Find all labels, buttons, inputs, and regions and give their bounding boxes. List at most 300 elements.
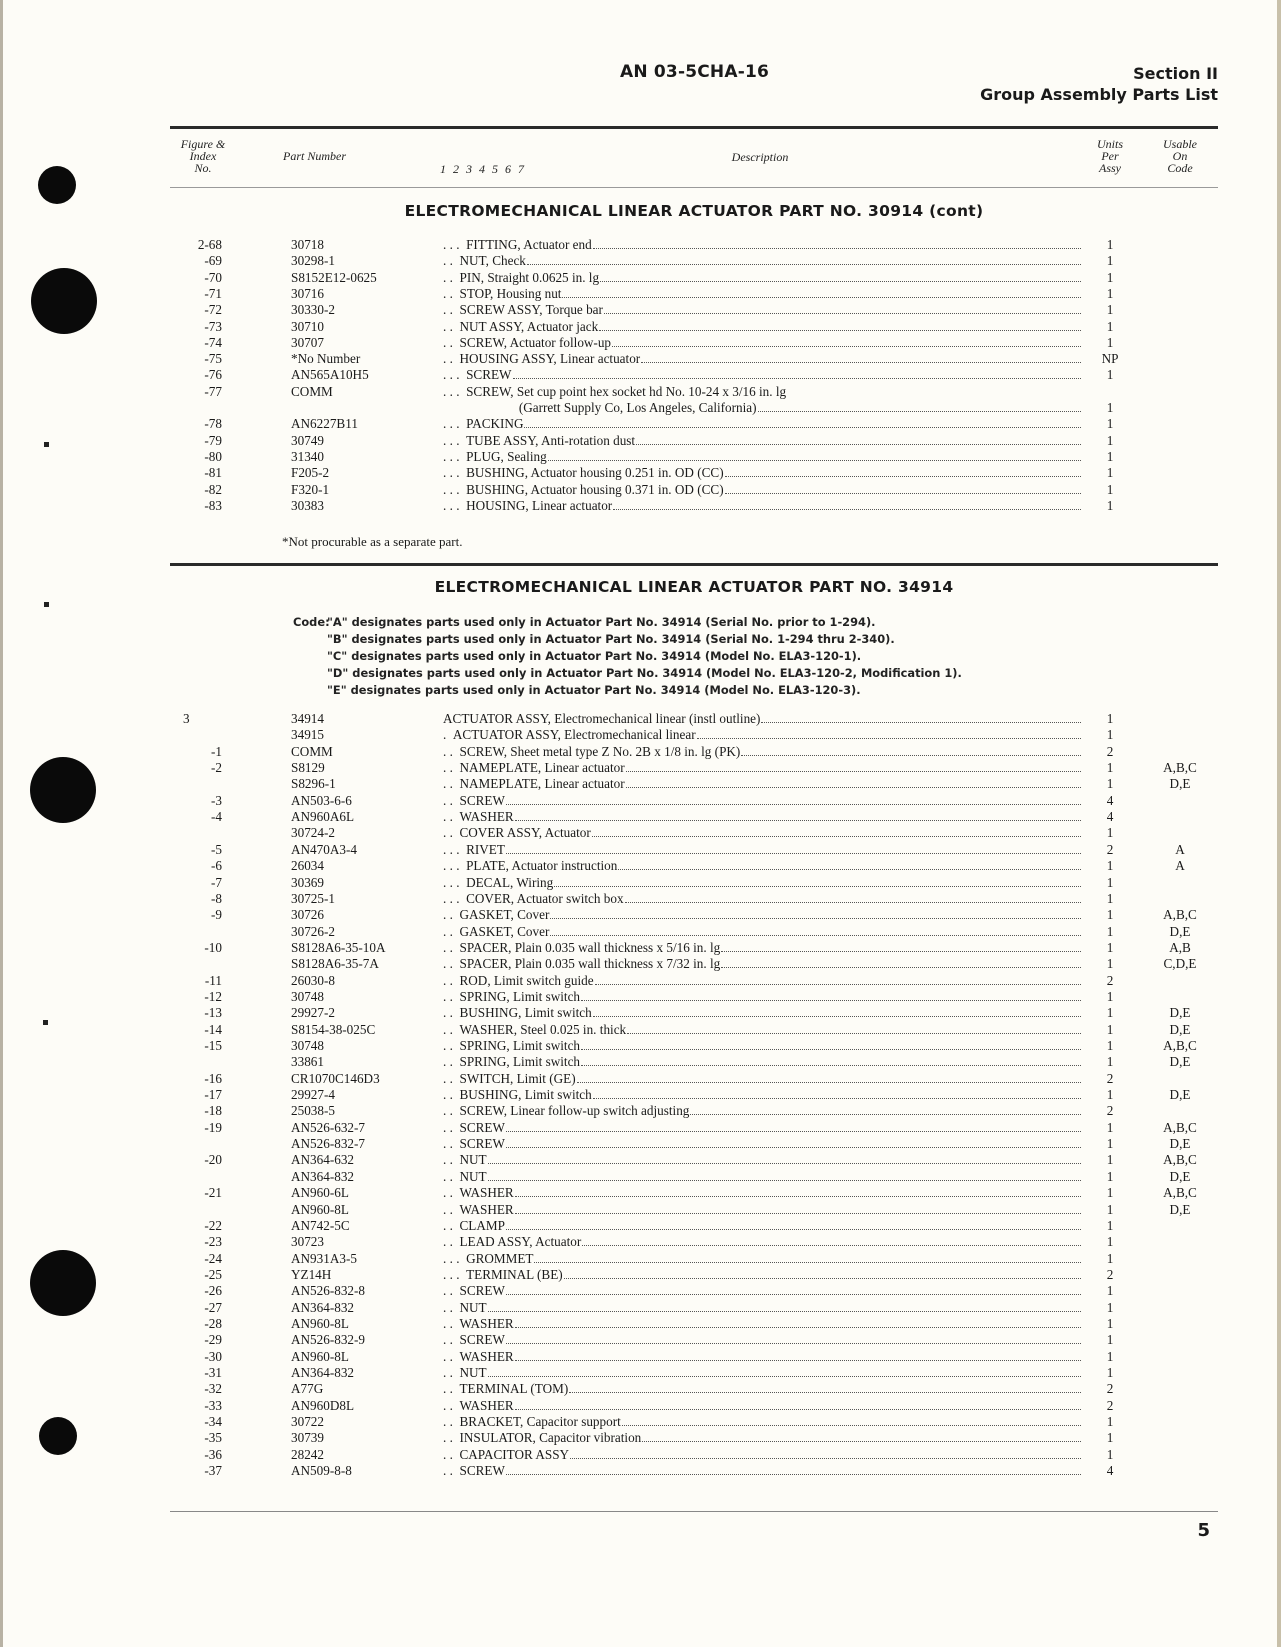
- indent-dots: . .: [443, 776, 460, 792]
- table-row: [0, 890, 1281, 907]
- description-text: TERMINAL (TOM): [459, 1381, 569, 1397]
- units-per-assy: 1: [1106, 465, 1114, 481]
- figure-index: -35: [204, 1430, 222, 1446]
- table-row: [0, 269, 1281, 286]
- description-text: CAPACITOR ASSY: [459, 1446, 570, 1462]
- figure-index: -18: [204, 1103, 222, 1119]
- column-header-rule: [170, 187, 1218, 188]
- part-number: 26030-8: [291, 972, 335, 988]
- code-label: Code:: [293, 615, 330, 629]
- description-text: NUT: [459, 1152, 487, 1168]
- description: [443, 841, 1083, 858]
- figure-index: -26: [204, 1283, 222, 1299]
- dot-leader: [515, 1201, 1081, 1214]
- description: [443, 1397, 1083, 1414]
- table-row: [0, 1135, 1281, 1152]
- description: [443, 1119, 1083, 1136]
- figure-index: -7: [211, 874, 222, 890]
- figure-index: -73: [204, 318, 222, 334]
- usable-on-code: A: [1175, 858, 1185, 874]
- indent-dots: . . .: [443, 874, 467, 890]
- part-number: COMM: [291, 743, 333, 759]
- table-row: [0, 1397, 1281, 1414]
- dot-leader: [599, 318, 1081, 331]
- indent-dots: . . .: [443, 416, 467, 432]
- dot-leader: [612, 334, 1081, 347]
- description: [443, 1053, 1083, 1070]
- description: [443, 1429, 1083, 1446]
- usable-on-code: A,B: [1169, 939, 1191, 955]
- part-number: AN6227B11: [291, 416, 358, 432]
- dot-leader: [613, 497, 1081, 510]
- description: [443, 1070, 1083, 1087]
- description-text: PACKING: [466, 416, 524, 432]
- description: [443, 906, 1083, 923]
- units-per-assy: 1: [1106, 1136, 1114, 1152]
- indent-dots: . .: [443, 285, 460, 301]
- figure-index: -33: [204, 1397, 222, 1413]
- description: [443, 350, 1083, 367]
- table-row: [0, 710, 1281, 727]
- description: [443, 726, 1083, 743]
- description: [443, 1364, 1083, 1381]
- indent-dots: . .: [443, 1136, 460, 1152]
- figure-index: -70: [204, 269, 222, 285]
- indent-dots: . .: [443, 1446, 460, 1462]
- table-row: [0, 1201, 1281, 1218]
- description: [443, 759, 1083, 776]
- figure-index: -69: [204, 253, 222, 269]
- table-row: [0, 1250, 1281, 1267]
- dot-leader: [593, 236, 1081, 249]
- table-row: [0, 285, 1281, 302]
- description: [443, 1315, 1083, 1332]
- units-per-assy: 1: [1106, 858, 1114, 874]
- units-per-assy: 1: [1106, 400, 1114, 415]
- part-number: *No Number: [291, 351, 361, 367]
- figure-index: -79: [204, 432, 222, 448]
- description-text: SPRING, Limit switch: [459, 1038, 581, 1053]
- units-per-assy: 4: [1106, 1463, 1114, 1479]
- part-number: AN960-6L: [291, 1185, 349, 1201]
- units-per-assy: 1: [1106, 416, 1114, 432]
- dot-leader: [515, 808, 1081, 821]
- figure-index: -34: [204, 1414, 222, 1430]
- units-per-assy: 1: [1106, 1430, 1114, 1446]
- part-number: S8128A6-35-7A: [291, 956, 379, 972]
- units-per-assy: 1: [1106, 318, 1114, 334]
- figure-index: -25: [204, 1266, 222, 1282]
- table-row: [0, 1299, 1281, 1316]
- description-text: NAMEPLATE, Linear actuator: [459, 776, 625, 792]
- description-text: TERMINAL (BE): [466, 1266, 563, 1282]
- figure-index: -75: [204, 351, 222, 367]
- units-per-assy: 1: [1106, 1217, 1114, 1233]
- description: [443, 874, 1083, 891]
- table-row: [0, 448, 1281, 465]
- units-per-assy: 1: [1106, 711, 1114, 726]
- description-text: GROMMET: [466, 1250, 534, 1266]
- description: [443, 1168, 1083, 1185]
- description: [443, 808, 1083, 825]
- description-text: FITTING, Actuator end: [466, 237, 592, 252]
- description: [443, 318, 1083, 335]
- indent-dots: . .: [443, 1070, 460, 1086]
- figure-index: -24: [204, 1250, 222, 1266]
- section-title: Group Assembly Parts List: [980, 85, 1218, 104]
- table-row: [0, 1037, 1281, 1054]
- table-row: [0, 1380, 1281, 1397]
- dot-leader: [582, 1233, 1081, 1246]
- dot-leader: [626, 775, 1081, 788]
- description: [443, 236, 1083, 253]
- description-text: RIVET: [466, 841, 505, 857]
- table-row: [0, 1086, 1281, 1103]
- dot-leader: [524, 415, 1081, 428]
- table-row: [0, 1168, 1281, 1185]
- description: [443, 792, 1083, 809]
- table-row: [0, 432, 1281, 449]
- description: [443, 939, 1083, 956]
- description: [443, 972, 1083, 989]
- units-per-assy: 1: [1106, 1365, 1114, 1380]
- part-number: AN526-832-8: [291, 1283, 365, 1299]
- units-per-assy: 2: [1106, 1397, 1114, 1413]
- description: [443, 890, 1083, 907]
- dot-leader: [488, 1151, 1081, 1164]
- description-text: SPACER, Plain 0.035 wall thickness x 7/32 in. lg: [459, 956, 721, 972]
- indent-dots: . .: [443, 1332, 460, 1348]
- indent-dots: . . .: [443, 448, 467, 464]
- description-text: NUT, Check: [459, 253, 526, 269]
- indent-dots: . .: [443, 809, 460, 825]
- figure-index: -10: [204, 939, 222, 955]
- description-text: WASHER: [459, 1185, 514, 1201]
- description: [443, 1004, 1083, 1021]
- units-per-assy: 1: [1106, 448, 1114, 464]
- indent-dots: . .: [443, 269, 460, 285]
- description-text: BUSHING, Actuator housing 0.251 in. OD (CC): [466, 465, 724, 481]
- description-text: NAMEPLATE, Linear actuator: [459, 760, 625, 776]
- description: [443, 252, 1083, 269]
- table-row: [0, 792, 1281, 809]
- description-text: ROD, Limit switch guide: [459, 972, 594, 988]
- table-row: [0, 1331, 1281, 1348]
- description-text: SCREW, Set cup point hex socket hd No. 10-24 x 3/16 in. lg: [466, 383, 787, 399]
- dot-leader: [721, 939, 1081, 952]
- dot-leader: [548, 448, 1081, 461]
- part-number: AN503-6-6: [291, 792, 352, 808]
- description: [443, 1250, 1083, 1267]
- description: [443, 399, 1083, 416]
- part-number: 30383: [291, 497, 324, 513]
- description: [443, 710, 1083, 727]
- units-per-assy: 1: [1106, 890, 1114, 906]
- dot-leader: [550, 906, 1081, 919]
- part-number: 28242: [291, 1446, 324, 1462]
- table-row: [0, 1413, 1281, 1430]
- indent-dots: [443, 399, 519, 416]
- dot-leader: [506, 1331, 1081, 1344]
- description-text: SCREW, Sheet metal type Z No. 2B x 1/8 in. lg (PK): [459, 743, 741, 759]
- figure-index: -27: [204, 1299, 222, 1315]
- part-number: 30718: [291, 237, 324, 252]
- usable-on-code: D,E: [1169, 1201, 1191, 1217]
- dot-leader: [627, 1021, 1081, 1034]
- description-text: WASHER: [459, 1397, 514, 1413]
- part-number: 31340: [291, 448, 324, 464]
- table-row: [0, 824, 1281, 841]
- page-number: 5: [1197, 1520, 1210, 1541]
- dot-leader: [642, 1429, 1081, 1442]
- description-text: ACTUATOR ASSY, Electromechanical linear (instl outline): [443, 711, 761, 726]
- indent-dots: . . .: [443, 465, 467, 481]
- indent-dots: . .: [443, 923, 460, 939]
- description-text: SCREW, Linear follow-up switch adjusting: [459, 1103, 690, 1119]
- description: [443, 923, 1083, 940]
- part-number: AN960-8L: [291, 1201, 349, 1217]
- part-number: COMM: [291, 383, 333, 399]
- units-per-assy: 1: [1106, 907, 1114, 923]
- units-per-assy: 1: [1106, 1152, 1114, 1168]
- description-text: SCREW: [459, 1332, 505, 1348]
- indent-dots: . . .: [443, 383, 467, 399]
- table-row: [0, 415, 1281, 432]
- indent-dots: . .: [443, 1038, 460, 1053]
- indent-dots: . .: [443, 1185, 460, 1201]
- usable-on-code: A,B,C: [1163, 1038, 1197, 1053]
- units-per-assy: 1: [1106, 1038, 1114, 1053]
- part-number: 29927-4: [291, 1087, 335, 1103]
- part-number: AN526-832-9: [291, 1332, 365, 1348]
- usable-on-code: D,E: [1169, 923, 1191, 939]
- part-number: 29927-2: [291, 1005, 335, 1021]
- table-row: [0, 1446, 1281, 1463]
- part-number: A77G: [291, 1381, 324, 1397]
- dot-leader: [554, 874, 1081, 887]
- col-usable-on-code: Usable On Code: [1163, 137, 1197, 175]
- section-title-34914: ELECTROMECHANICAL LINEAR ACTUATOR PART NO. 34914: [434, 578, 954, 596]
- indent-dots: . .: [443, 1414, 460, 1430]
- indent-dots: . .: [443, 253, 460, 269]
- dot-leader: [506, 841, 1081, 854]
- units-per-assy: 1: [1106, 776, 1114, 792]
- figure-index: -6: [211, 858, 222, 874]
- part-number: AN526-632-7: [291, 1119, 365, 1135]
- dot-leader: [564, 1266, 1081, 1279]
- description: [443, 366, 1083, 383]
- figure-index: -80: [204, 448, 222, 464]
- dot-leader: [513, 366, 1081, 379]
- description: [443, 464, 1083, 481]
- bottom-rule: [170, 1511, 1218, 1512]
- part-number: 30298-1: [291, 253, 335, 269]
- indent-dots: . . .: [443, 1250, 467, 1266]
- figure-index: 2-68: [197, 237, 222, 252]
- description-text: BRACKET, Capacitor support: [459, 1414, 621, 1430]
- description: [443, 1462, 1083, 1479]
- usable-on-code: A,B,C: [1163, 1152, 1197, 1168]
- part-number: 30739: [291, 1430, 324, 1446]
- indent-dots: . . .: [443, 432, 467, 448]
- description-text: INSULATOR, Capacitor vibration: [459, 1430, 642, 1446]
- units-per-assy: 4: [1106, 792, 1114, 808]
- units-per-assy: 1: [1106, 1021, 1114, 1037]
- figure-index: -78: [204, 416, 222, 432]
- figure-index: -71: [204, 285, 222, 301]
- part-number: 33861: [291, 1054, 324, 1070]
- description-text: SPRING, Limit switch: [459, 988, 581, 1004]
- dot-leader: [570, 1446, 1081, 1459]
- part-number: AN364-832: [291, 1365, 355, 1380]
- units-per-assy: 1: [1106, 1348, 1114, 1364]
- footnote: *Not procurable as a separate part.: [282, 534, 463, 549]
- dot-leader: [725, 464, 1081, 477]
- indent-dots: . .: [443, 939, 460, 955]
- indent-dots: . . .: [443, 890, 467, 906]
- description-text: SCREW: [459, 1463, 505, 1479]
- binder-mark-icon: [44, 602, 49, 607]
- description: [443, 1151, 1083, 1168]
- document-number: AN 03-5CHA-16: [620, 62, 770, 82]
- description-text: ACTUATOR ASSY, Electromechanical linear: [452, 727, 696, 743]
- table-row: [0, 1462, 1281, 1479]
- part-number: 34914: [291, 711, 324, 726]
- part-number: S8152E12-0625: [291, 269, 377, 285]
- indent-dots: . .: [443, 988, 460, 1004]
- figure-index: -74: [204, 334, 222, 350]
- description: [443, 383, 1083, 400]
- description-text: PIN, Straight 0.0625 in. lg: [459, 269, 600, 285]
- dot-leader: [595, 972, 1081, 985]
- units-per-assy: 1: [1106, 727, 1114, 743]
- figure-index: -30: [204, 1348, 222, 1364]
- description-text: CLAMP: [459, 1217, 505, 1233]
- description: [443, 481, 1083, 498]
- figure-index: -77: [204, 383, 222, 399]
- units-per-assy: 1: [1106, 1332, 1114, 1348]
- indent-dots: . .: [443, 792, 460, 808]
- part-number: AN364-632: [291, 1152, 355, 1168]
- dot-leader: [515, 1397, 1081, 1410]
- dot-leader: [488, 1299, 1081, 1312]
- units-per-assy: 1: [1106, 1054, 1114, 1070]
- indent-dots: . .: [443, 1087, 460, 1103]
- part-number: AN931A3-5: [291, 1250, 357, 1266]
- description: [443, 1446, 1083, 1463]
- table-row: [0, 923, 1281, 940]
- units-per-assy: 1: [1106, 1005, 1114, 1021]
- table-row: [0, 808, 1281, 825]
- description-text: SCREW ASSY, Torque bar: [459, 302, 603, 318]
- dot-leader: [636, 432, 1081, 445]
- figure-index: -37: [204, 1463, 222, 1479]
- dot-leader: [506, 1282, 1081, 1295]
- part-number: S8296-1: [291, 776, 336, 792]
- indent-dots: . .: [443, 743, 460, 759]
- units-per-assy: 1: [1106, 367, 1114, 383]
- usable-on-code: A,B,C: [1163, 1119, 1197, 1135]
- table-row: [0, 318, 1281, 335]
- figure-index: -15: [204, 1038, 222, 1053]
- description: [443, 1331, 1083, 1348]
- code-note-e: "E" designates parts used only in Actuator Part No. 34914 (Model No. ELA3-120-3).: [327, 683, 861, 697]
- description-text: GASKET, Cover: [459, 907, 550, 923]
- indent-dots: . . .: [443, 858, 467, 874]
- table-row: [0, 301, 1281, 318]
- part-number: 30749: [291, 432, 324, 448]
- dot-leader: [641, 350, 1081, 363]
- figure-index: -14: [204, 1021, 222, 1037]
- units-per-assy: 1: [1106, 956, 1114, 972]
- header-rule: [170, 126, 1218, 129]
- units-per-assy: 1: [1106, 825, 1114, 841]
- description: [443, 857, 1083, 874]
- units-per-assy: 2: [1106, 1266, 1114, 1282]
- units-per-assy: 1: [1106, 285, 1114, 301]
- part-number: 30716: [291, 285, 324, 301]
- description: [443, 269, 1083, 286]
- dot-leader: [593, 1086, 1081, 1099]
- description-text: DECAL, Wiring: [466, 874, 554, 890]
- indent-dots: . .: [443, 1299, 460, 1315]
- table-row: [0, 988, 1281, 1005]
- part-number: F320-1: [291, 481, 330, 497]
- description: [443, 824, 1083, 841]
- description-text: BUSHING, Actuator housing 0.371 in. OD (CC): [466, 481, 724, 497]
- units-per-assy: 1: [1106, 1201, 1114, 1217]
- part-number: AN960D8L: [291, 1397, 355, 1413]
- table-row: [0, 1266, 1281, 1283]
- units-per-assy: 2: [1106, 972, 1114, 988]
- figure-index: 3: [183, 711, 190, 726]
- figure-index: -1: [211, 743, 222, 759]
- figure-index: -82: [204, 481, 222, 497]
- dot-leader: [506, 1462, 1081, 1475]
- usable-on-code: A,B,C: [1163, 1185, 1197, 1201]
- dot-leader: [515, 1184, 1081, 1197]
- description-text: NUT ASSY, Actuator jack: [459, 318, 599, 334]
- units-per-assy: 1: [1106, 1185, 1114, 1201]
- units-per-assy: 2: [1106, 1070, 1114, 1086]
- indent-dots: . .: [443, 907, 460, 923]
- dot-leader: [721, 955, 1081, 968]
- part-number: 26034: [291, 858, 324, 874]
- table-row: [0, 236, 1281, 253]
- figure-index: -13: [204, 1005, 222, 1021]
- indent-dots: . .: [443, 1430, 460, 1446]
- description: [443, 1299, 1083, 1316]
- table-row: [0, 1102, 1281, 1119]
- part-number: AN509-8-8: [291, 1463, 352, 1479]
- description: [443, 775, 1083, 792]
- part-number: AN526-832-7: [291, 1136, 365, 1152]
- figure-index: -23: [204, 1234, 222, 1250]
- usable-on-code: A: [1175, 841, 1185, 857]
- indent-dots: . .: [443, 1054, 460, 1070]
- dot-leader: [758, 399, 1081, 412]
- part-number: AN364-832: [291, 1168, 355, 1184]
- description-text: WASHER: [459, 809, 514, 825]
- part-number: AN960-8L: [291, 1348, 349, 1364]
- description: [443, 743, 1083, 760]
- description: [443, 301, 1083, 318]
- table-row: [0, 906, 1281, 923]
- figure-index: -28: [204, 1315, 222, 1331]
- usable-on-code: D,E: [1169, 1087, 1191, 1103]
- code-legend: [293, 614, 962, 699]
- col-part-number: Part Number: [283, 149, 346, 163]
